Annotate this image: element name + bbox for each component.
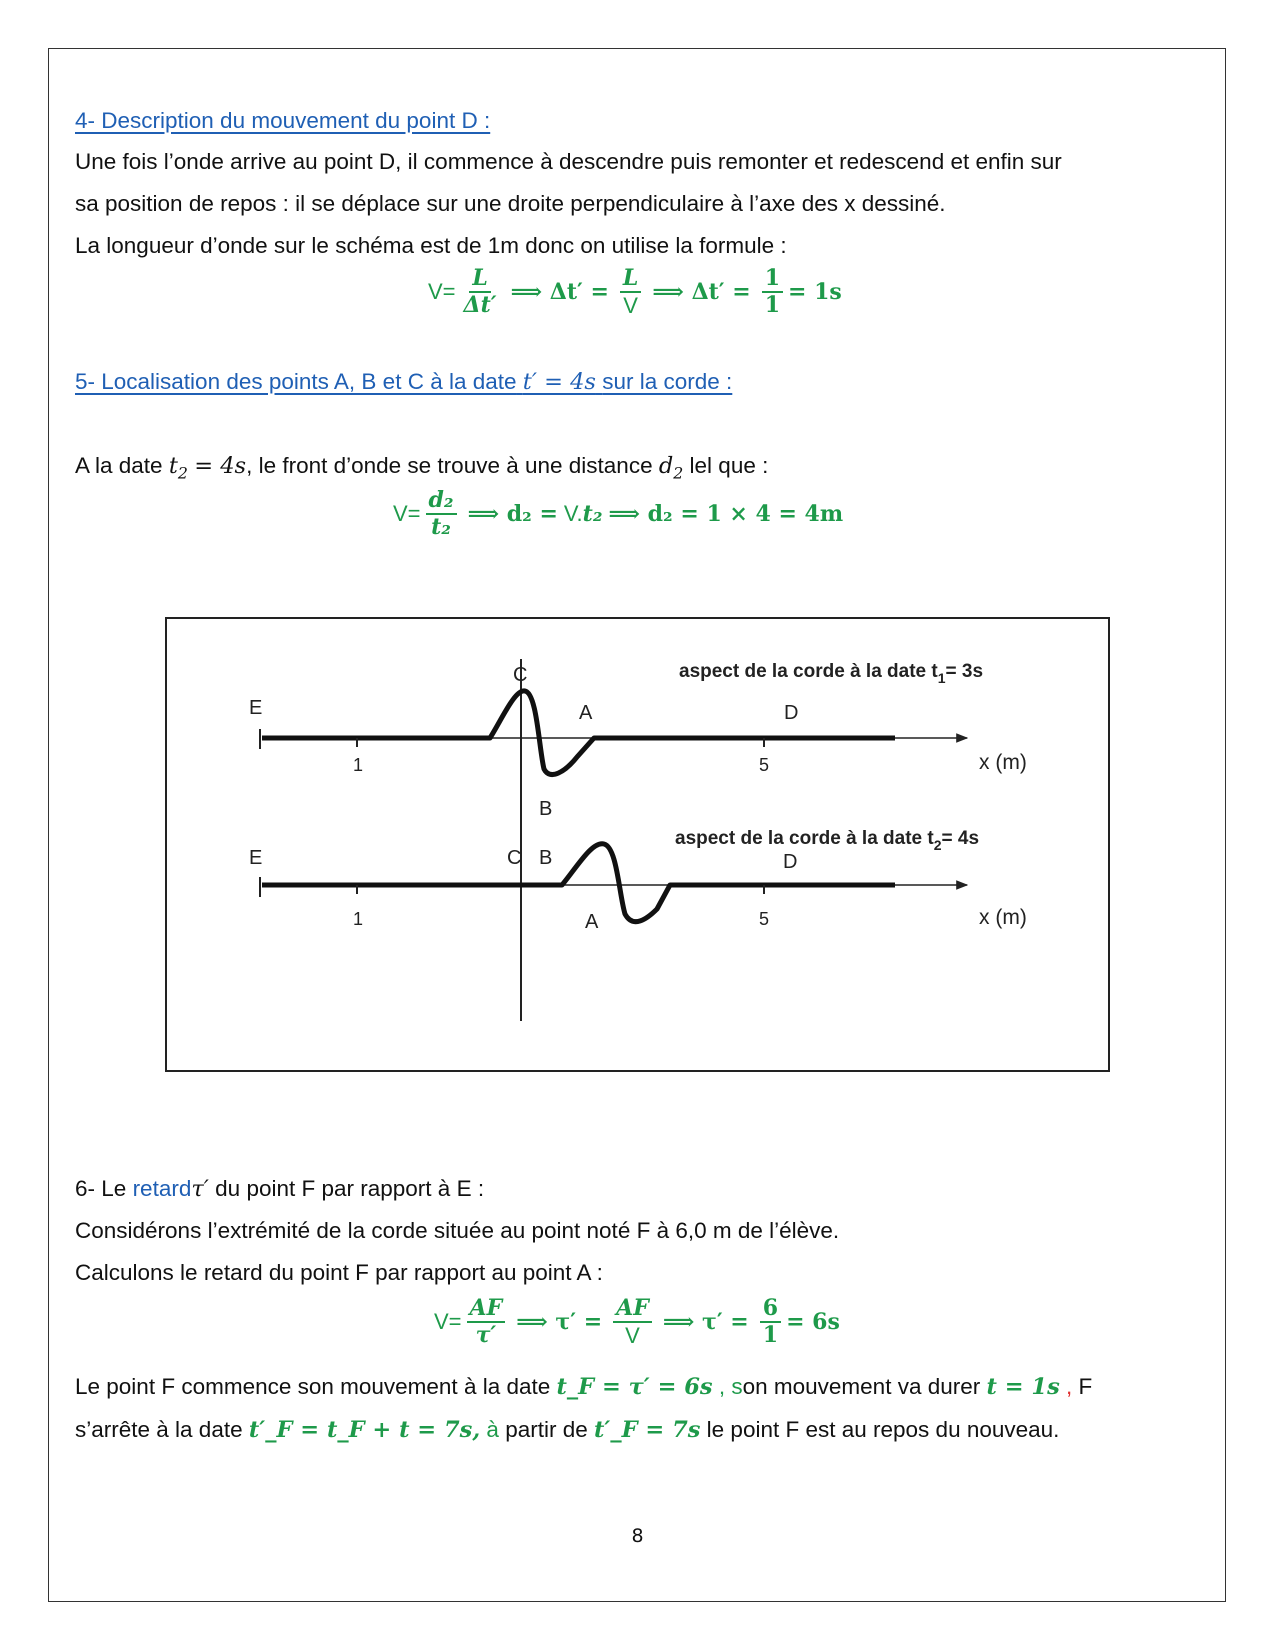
top-caption: aspect de la corde à la date $t_1= 3s$	[679, 661, 984, 686]
bottom-point-C: C	[507, 847, 522, 869]
page-number: 8	[631, 1525, 644, 1547]
equation-tau: V= $\frac{AF}{\tau'}$ ⟹ τ′ = $\frac{AF}{V}$ ⟹ τ′ = $\frac{6}{1}$ = 6s	[434, 1295, 840, 1348]
fraction: $\frac{L}{\Delta t'}$	[463, 265, 497, 318]
fraction: $\frac{AF}{V}$	[613, 1296, 652, 1348]
section4-line3: La longueur d’onde sur le schéma est de 1m donc on utilise la formule :	[75, 233, 787, 258]
top-x-label: x (m)	[979, 751, 1027, 774]
top-tick-label-5: 5	[759, 755, 770, 775]
section6-line2: Calculons le retard du point F par rapport au point A :	[75, 1260, 603, 1285]
wave-diagram	[165, 617, 1110, 1072]
section4-line2: sa position de repos : il se déplace sur une droite perpendiculaire à l’axe des x dessiné.	[75, 191, 946, 216]
section6-line4: s’arrête à la date t′_F = t_F + t = 7s, à partir de t′_F = 7s le point F est au repos du nouveau.	[75, 1417, 1060, 1443]
bottom-point-E: E	[249, 847, 263, 869]
section6-line3: Le point F commence son mouvement à la date t_F = τ′ = 6s , son mouvement va durer t = 1s , F	[75, 1374, 1093, 1400]
top-point-B: B	[539, 798, 553, 820]
top-point-E: E	[249, 697, 263, 719]
bottom-tick-label-5: 5	[759, 909, 770, 929]
fraction: $\frac{AF}{\tau'}$	[467, 1296, 506, 1348]
fraction: $\frac{6}{1}$	[760, 1296, 781, 1348]
bottom-caption: aspect de la corde à la date $t_2= 4s$	[675, 828, 980, 853]
wave-diagram-svg	[167, 619, 1108, 1070]
bottom-point-D: D	[783, 851, 798, 873]
top-tick-label-1: 1	[353, 755, 364, 775]
bottom-x-label: x (m)	[979, 906, 1027, 929]
section4-heading: 4- Description du mouvement du point D :	[75, 108, 491, 133]
section4-line1: Une fois l’onde arrive au point D, il commence à descendre puis remonter et redescend et enfin sur	[75, 149, 1062, 174]
bottom-point-A: A	[585, 911, 599, 933]
equation-delta-t: V= $\frac{L}{\Delta t'}$ ⟹ Δt′ = $\frac{L}{V}$ ⟹ Δt′ = $\frac{1}{1}$ = 1s	[428, 265, 842, 318]
bottom-tick-label-1: 1	[353, 909, 364, 929]
equation-d2: V= $\frac{\text{d₂}}{\text{t₂}}$ ⟹ d₂ = V. t₂ ⟹ d₂ = 1 × 4 = 4m	[393, 487, 844, 540]
fraction: $\frac{L}{V}$	[620, 266, 641, 318]
fraction: $\frac{1}{1}$	[762, 266, 783, 318]
section6-heading: 6- Le retardτ′ du point F par rapport à E :	[75, 1176, 485, 1202]
top-point-A: A	[579, 702, 593, 724]
fraction: $\frac{\text{d₂}}{\text{t₂}}$	[426, 488, 457, 540]
bottom-point-B: B	[539, 847, 553, 869]
section6-line1: Considérons l’extrémité de la corde située au point noté F à 6,0 m de l’élève.	[75, 1218, 840, 1243]
section5-heading: 5- Localisation des points A, B et C à la date t′ = 4s sur la corde :	[75, 369, 733, 395]
section5-intro: A la date $t_2 = 4s$, le front d’onde se trouve à une distance $d_2$ lel que :	[75, 453, 769, 483]
top-point-D: D	[784, 702, 799, 724]
top-point-C: C	[513, 664, 528, 686]
